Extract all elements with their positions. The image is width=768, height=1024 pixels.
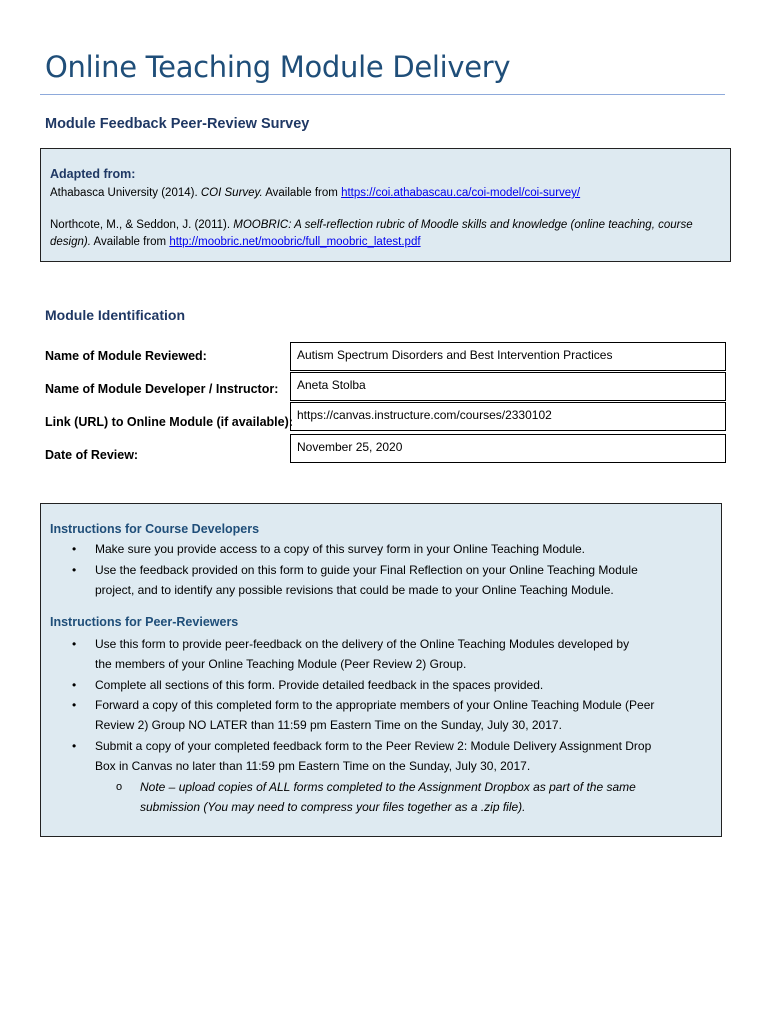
bullet-icon: • [72, 542, 77, 556]
adapted-heading: Adapted from: [50, 167, 136, 181]
reference-athabasca [50, 187, 580, 199]
dev-instruction-2: Use the feedback provided on this form to guide your Final Reflection on your Online Teaching Module [95, 563, 638, 577]
ref1-available: Available from [262, 187, 342, 199]
module-url-label: Link (URL) to Online Module (if available): [45, 415, 293, 429]
bullet-icon: • [72, 637, 77, 651]
rev-instruction-1-cont: the members of your Online Teaching Module (Peer Review 2) Group. [95, 657, 467, 671]
bullet-icon: • [72, 739, 77, 753]
developers-heading: Instructions for Course Developers [50, 522, 260, 536]
adapted-from-box [40, 148, 731, 262]
rev-instruction-4: Submit a copy of your completed feedback form to the Peer Review 2: Module Delivery Assignment Drop [95, 739, 652, 753]
rev-instruction-3-cont: Review 2) Group NO LATER than 11:59 pm Eastern Time on the Sunday, July 30, 2017. [95, 718, 562, 732]
bullet-icon: • [72, 678, 77, 692]
note-line-2: submission (You may need to compress your files together as a .zip file). [140, 800, 526, 814]
module-identification-heading: Module Identification [45, 307, 185, 323]
note-line-1: Note – upload copies of ALL forms completed to the Assignment Dropbox as part of the same [140, 780, 636, 794]
coi-survey-link[interactable]: https://coi.athabascau.ca/coi-model/coi-survey/ [341, 187, 581, 199]
page-title: Online Teaching Module Delivery [45, 50, 511, 84]
ref2-title: MOOBRIC: A self-reflection rubric of Moodle skills and knowledge (online teaching, course [233, 219, 693, 231]
bullet-icon: • [72, 698, 77, 712]
review-date-field[interactable]: November 25, 2020 [290, 434, 726, 463]
developer-field[interactable]: Aneta Stolba [290, 372, 726, 401]
module-name-field[interactable]: Autism Spectrum Disorders and Best Intervention Practices [290, 342, 726, 371]
ref2-text: Northcote, M., & Seddon, J. (2011). [50, 219, 234, 231]
developer-label: Name of Module Developer / Instructor: [45, 382, 279, 396]
rev-instruction-4-cont: Box in Canvas no later than 11:59 pm Eastern Time on the Sunday, July 30, 2017. [95, 759, 531, 773]
ref1-text: Athabasca University (2014). [50, 187, 201, 199]
instructions-box [40, 503, 722, 837]
ref2-available: Available from [90, 236, 170, 248]
bullet-icon: • [72, 563, 77, 577]
reference-northcote [50, 219, 693, 231]
module-name-label: Name of Module Reviewed: [45, 349, 207, 363]
dev-instruction-1: Make sure you provide access to a copy of this survey form in your Online Teaching Module. [95, 542, 586, 556]
reference-northcote-cont [50, 236, 421, 248]
moobric-link[interactable]: http://moobric.net/moobric/full_moobric_latest.pdf [169, 236, 421, 248]
rev-instruction-1: Use this form to provide peer-feedback on the delivery of the Online Teaching Modules developed by [95, 637, 630, 651]
page-subtitle: Module Feedback Peer-Review Survey [45, 116, 310, 132]
review-date-label: Date of Review: [45, 448, 139, 462]
title-divider [40, 94, 725, 95]
rev-instruction-3: Forward a copy of this completed form to the appropriate members of your Online Teaching Module (Peer [95, 698, 655, 712]
ref1-title: COI Survey. [200, 187, 263, 199]
module-url-field[interactable]: https://canvas.instructure.com/courses/2330102 [290, 402, 726, 431]
rev-instruction-2: Complete all sections of this form. Provide detailed feedback in the spaces provided. [95, 678, 544, 692]
dev-instruction-2-cont: project, and to identify any possible revisions that could be made to your Online Teaching Module. [95, 583, 614, 597]
reviewers-heading: Instructions for Peer-Reviewers [50, 615, 239, 629]
ref2-title-cont: design). [50, 236, 91, 248]
sub-bullet-icon: o [116, 781, 123, 793]
